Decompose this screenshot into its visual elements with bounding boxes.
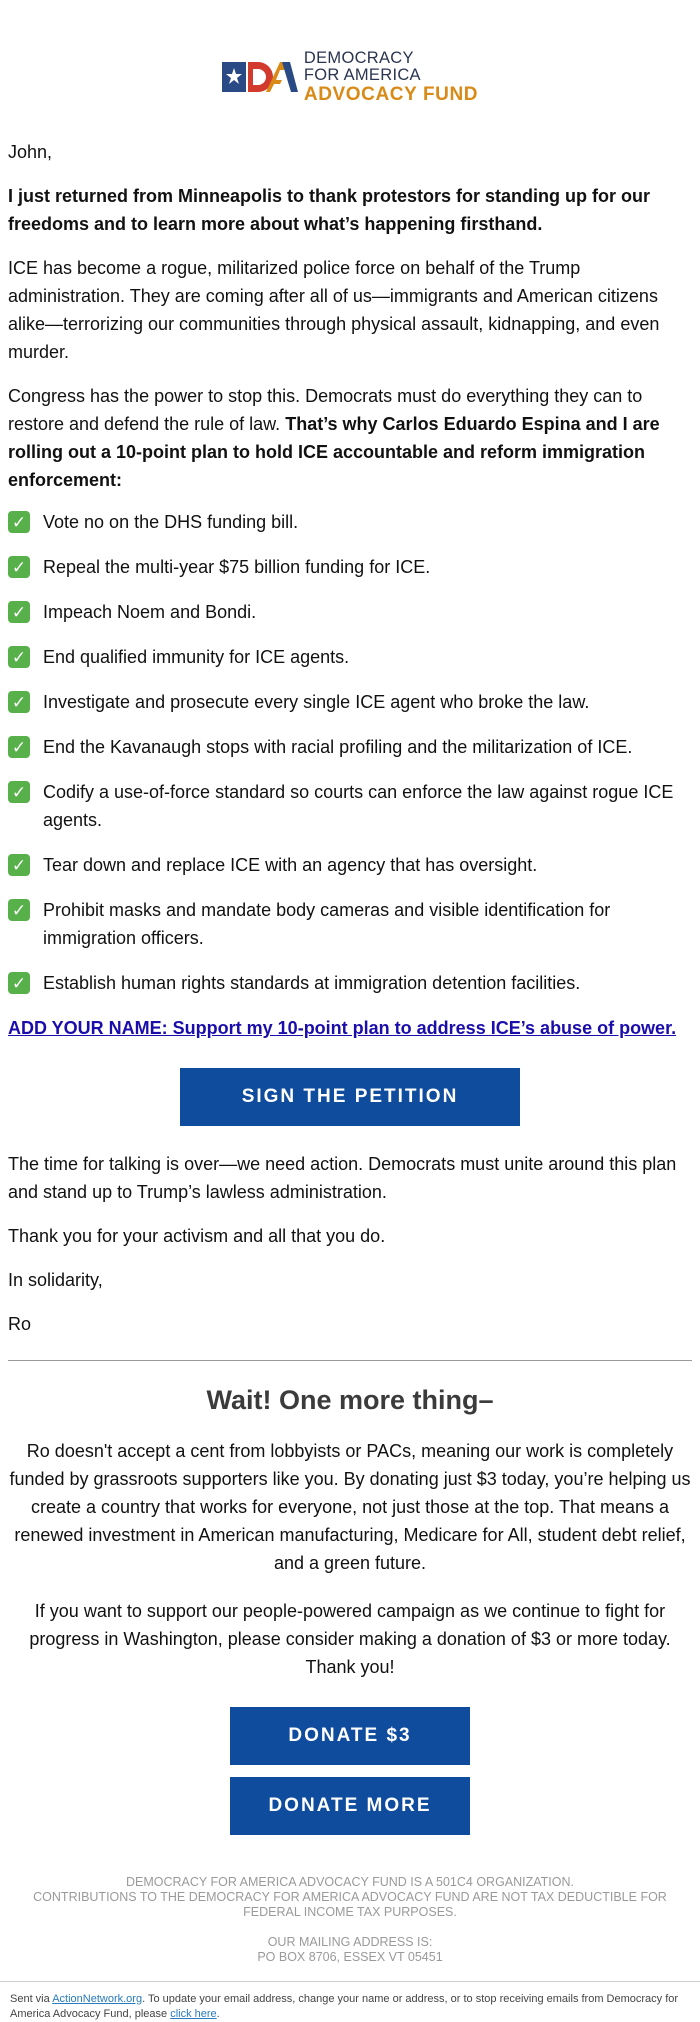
footer-sent-via: Sent via	[10, 1993, 50, 2005]
mailing-label: OUR MAILING ADDRESS IS:	[267, 1935, 433, 1949]
list-item	[8, 733, 692, 761]
check-mark-icon: ✓	[8, 781, 30, 803]
check-mark-icon: ✓	[8, 899, 30, 921]
check-mark-icon: ✓	[8, 511, 30, 533]
list-item	[8, 598, 692, 626]
check-mark-icon: ✓	[8, 972, 30, 994]
plan-item-text: Codify a use-of-force standard so courts can enforce the law against rogue ICE agents.	[43, 782, 674, 830]
check-mark-icon: ✓	[8, 556, 30, 578]
section-divider	[8, 1360, 692, 1361]
plan-item-text: Tear down and replace ICE with an agency that has oversight.	[43, 855, 538, 875]
plan-item-text: End qualified immunity for ICE agents.	[43, 647, 350, 667]
plan-item-text: Prohibit masks and mandate body cameras and visible identification for immigration officers.	[43, 900, 611, 948]
wait-heading: Wait! One more thing–	[206, 1385, 494, 1415]
ice-paragraph: ICE has become a rogue, militarized police force on behalf of the Trump administration. They are coming after all of us—immigrants and American citizens alike—terrorizing our communities through physical assault, kidnapping, and even murder.	[8, 258, 660, 362]
ps-paragraph-donation: If you want to support our people-powered campaign as we continue to fight for progress in Washington, please consider making a donation of $3 or more today. Thank you!	[29, 1601, 671, 1677]
plan-item-text: Repeal the multi-year $75 billion funding for ICE.	[43, 557, 431, 577]
action-network-link[interactable]: ActionNetwork.org	[52, 1993, 143, 2005]
congress-paragraph-plain: Congress has the power to stop this. Democrats must do everything they can to restore and defend the rule of law.	[8, 386, 643, 434]
footer-middle-text: . To update your email address, change your name or address, or to stop receiving emails from Democracy for America Advocacy Fund, please	[10, 1993, 679, 2020]
mailing-address: PO BOX 8706, ESSEX VT 05451	[257, 1950, 443, 1964]
list-item	[8, 896, 692, 952]
list-item	[8, 643, 692, 671]
intro-paragraph: I just returned from Minneapolis to thank protestors for standing up for our freedoms and to learn more about what’s happening firsthand.	[8, 186, 651, 234]
sign-petition-button[interactable]: SIGN THE PETITION	[180, 1068, 520, 1126]
legal-501c4: DEMOCRACY FOR AMERICA ADVOCACY FUND IS A 501C4 ORGANIZATION.	[125, 1875, 575, 1889]
plan-item-text: Investigate and prosecute every single ICE agent who broke the law.	[43, 692, 590, 712]
congress-paragraph-bold: That’s why Carlos Eduardo Espina and I are rolling out a 10-point plan to hold ICE accountable and reform immigration enforcement:	[8, 414, 660, 490]
plan-item-text: Impeach Noem and Bondi.	[43, 602, 257, 622]
list-item	[8, 778, 692, 834]
footer-end: .	[216, 2008, 220, 2020]
signature: Ro	[8, 1314, 32, 1334]
check-mark-icon: ✓	[8, 854, 30, 876]
logo-line-democracy: DEMOCRACY	[303, 49, 414, 67]
closing-thanks-paragraph: Thank you for your activism and all that you do.	[8, 1226, 386, 1246]
signoff: In solidarity,	[8, 1270, 103, 1290]
email-body	[0, 138, 700, 1338]
check-mark-icon: ✓	[8, 646, 30, 668]
check-mark-icon: ✓	[8, 736, 30, 758]
header	[0, 0, 700, 118]
check-mark-icon: ✓	[8, 691, 30, 713]
dfa-flag-logo-icon	[222, 60, 298, 94]
email-footer	[0, 1981, 700, 2022]
legal-disclaimer	[0, 1875, 700, 1965]
ps-paragraph-grassroots: Ro doesn't accept a cent from lobbyists or PACs, meaning our work is completely funded by grassroots supporters like you. By donating just $3 today, you’re helping us create a country that works for everyone, not just those at the top. That means a renewed investment in American manufacturing, Medicare for All, student debt relief, and a green future.	[9, 1441, 691, 1573]
check-mark-icon: ✓	[8, 601, 30, 623]
closing-action-paragraph: The time for talking is over—we need action. Democrats must unite around this plan and stand up to Trump’s lawless administration.	[8, 1154, 677, 1202]
plan-item-text: Vote no on the DHS funding bill.	[43, 512, 299, 532]
logo-line-for-america: FOR AMERICA	[303, 65, 421, 84]
list-item	[8, 508, 692, 536]
list-item	[8, 969, 692, 997]
greeting: John,	[8, 142, 53, 162]
list-item	[8, 553, 692, 581]
dfa-logo[interactable]	[222, 50, 478, 104]
donate-3-button[interactable]: DONATE $3	[230, 1707, 470, 1765]
legal-tax: CONTRIBUTIONS TO THE DEMOCRACY FOR AMERICA ADVOCACY FUND ARE NOT TAX DEDUCTIBLE FOR FEDERAL INCOME TAX PURPOSES.	[33, 1890, 667, 1919]
add-your-name-link[interactable]: ADD YOUR NAME: Support my 10-point plan to address ICE’s abuse of power.	[8, 1018, 677, 1038]
list-item	[8, 688, 692, 716]
postscript-section	[0, 1383, 700, 1835]
logo-line-advocacy-fund: ADVOCACY FUND	[303, 84, 479, 105]
list-item	[8, 851, 692, 879]
plan-item-text: End the Kavanaugh stops with racial profiling and the militarization of ICE.	[43, 737, 633, 757]
ten-point-plan-list	[8, 508, 692, 997]
congress-paragraph	[8, 382, 692, 494]
plan-item-text: Establish human rights standards at immigration detention facilities.	[43, 973, 581, 993]
donate-more-button[interactable]: DONATE MORE	[230, 1777, 470, 1835]
unsubscribe-click-here-link[interactable]: click here	[170, 2008, 217, 2020]
